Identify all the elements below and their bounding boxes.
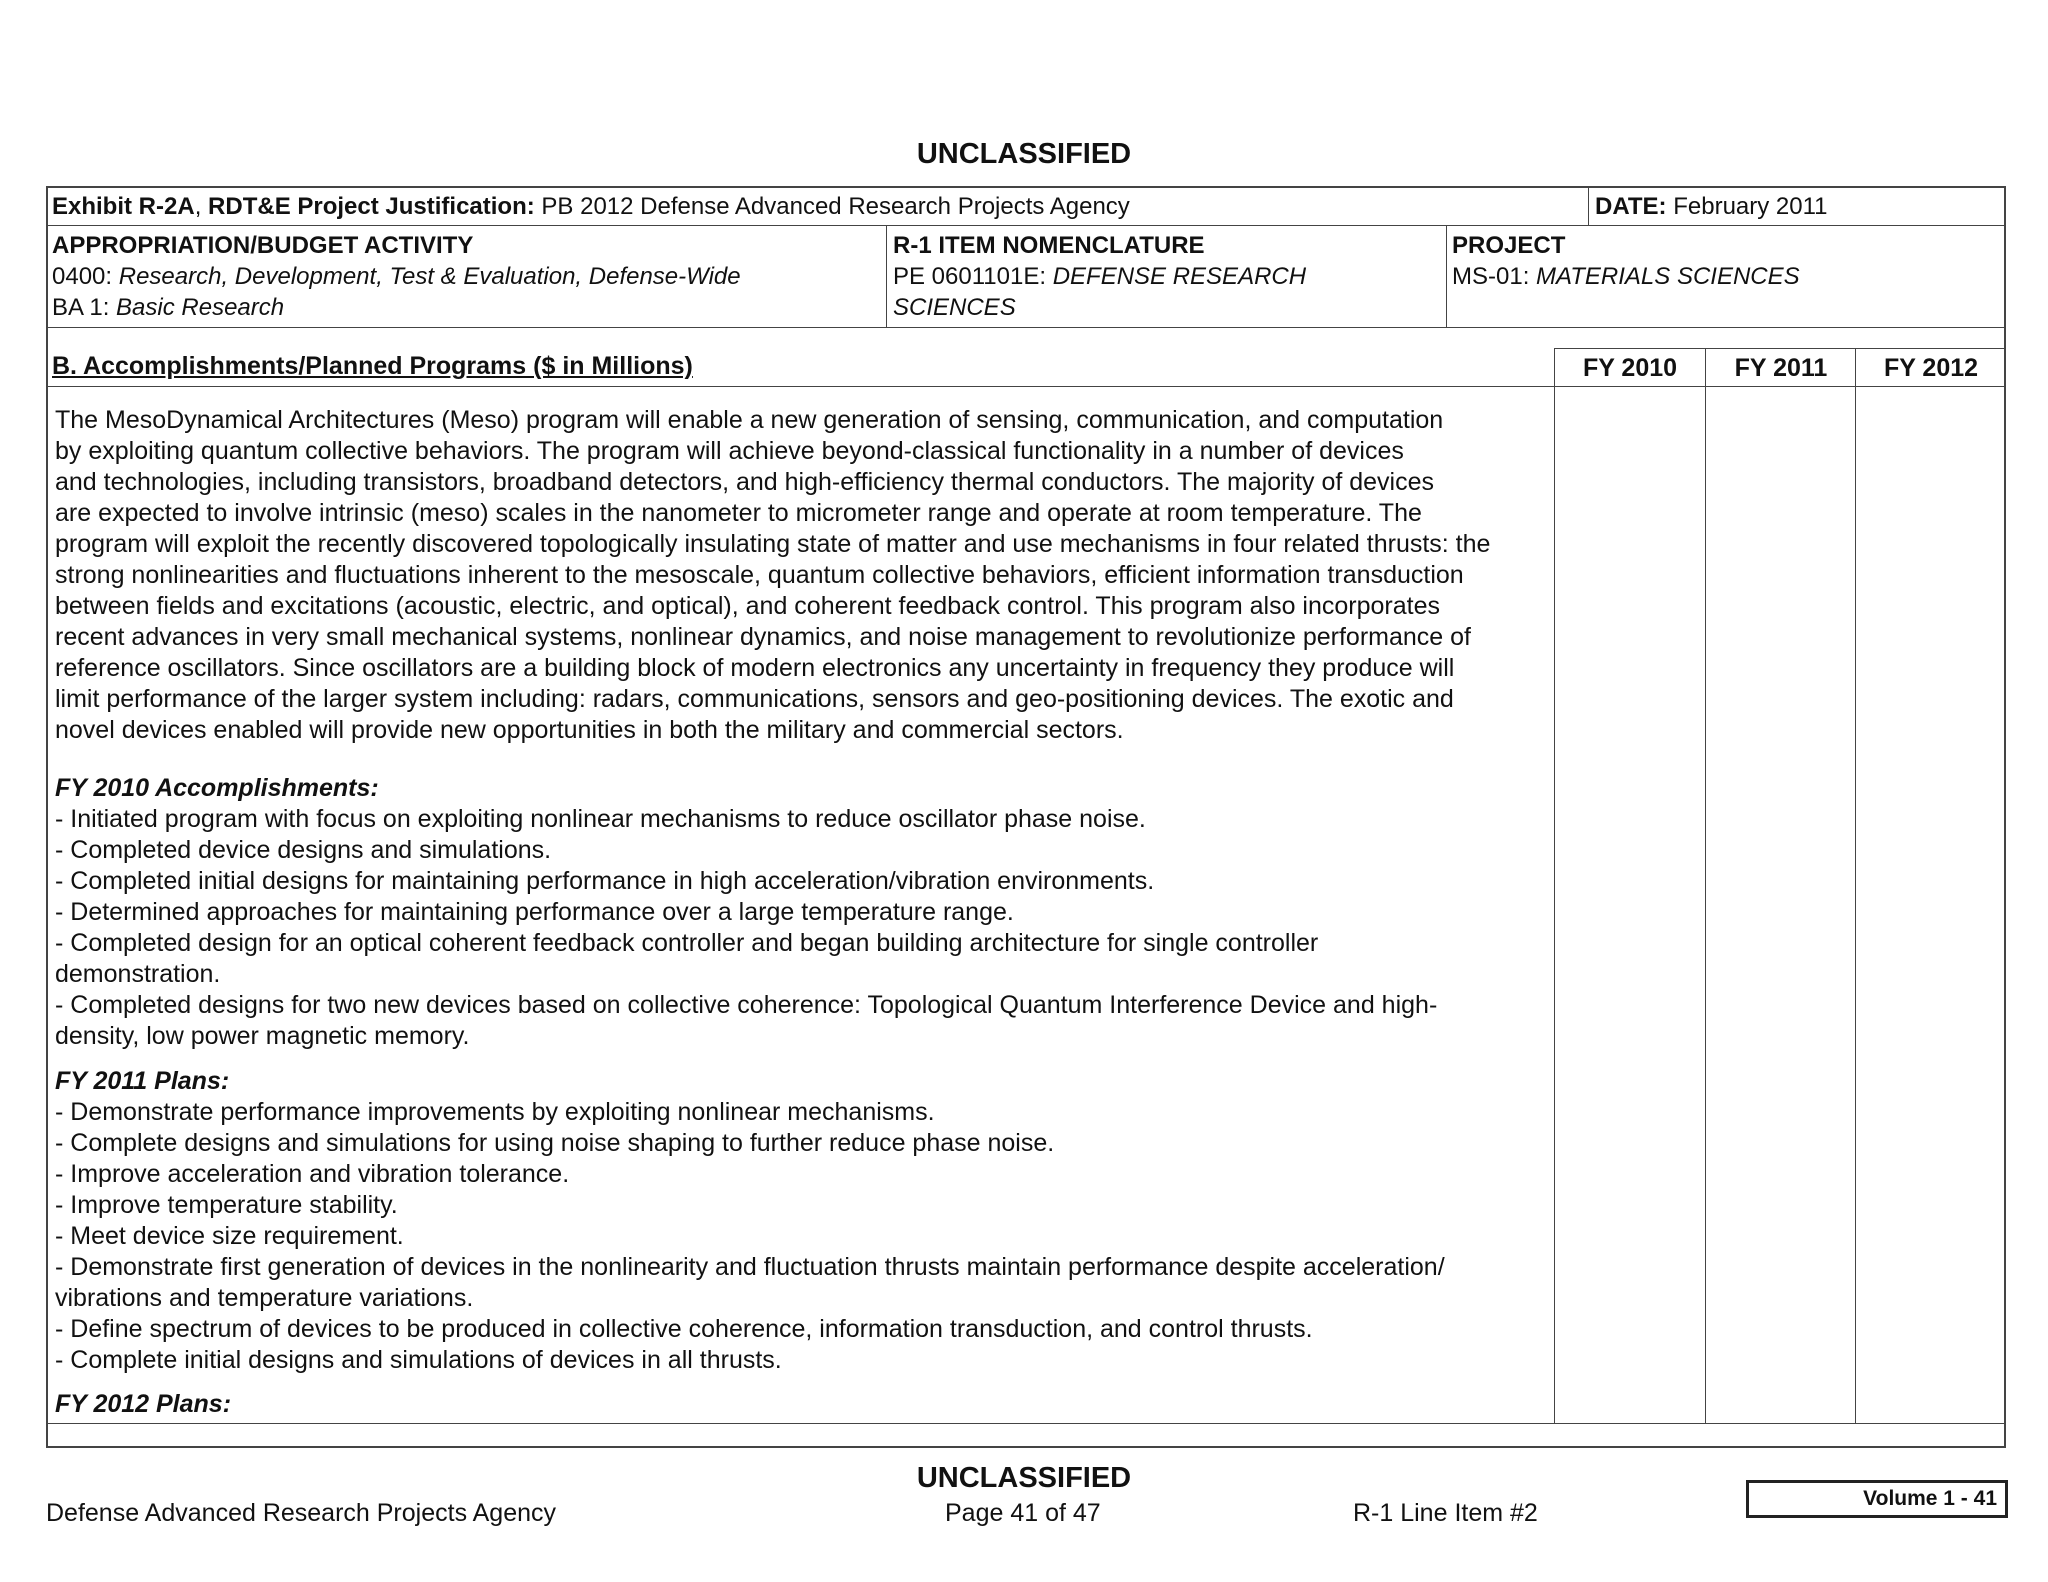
appropriation-text: Research, Development, Test & Evaluation, Defense-Wide <box>118 263 741 290</box>
nomenclature-cell <box>893 230 1306 323</box>
volume-box <box>1746 1480 2008 1518</box>
list-item: - Initiated program with focus on exploiting nonlinear mechanisms to reduce oscillator phase noise. <box>55 805 1146 833</box>
program-element-text-cont: SCIENCES <box>893 294 1016 321</box>
list-item: - Improve temperature stability. <box>55 1191 398 1219</box>
description-line: recent advances in very small mechanical systems, nonlinear dynamics, and noise management to revolutionize performance of <box>55 623 1471 651</box>
list-item: - Complete initial designs and simulations of devices in all thrusts. <box>55 1346 782 1374</box>
fy2011-heading: FY 2011 Plans: <box>55 1067 230 1095</box>
date-value: February 2011 <box>1673 193 1828 220</box>
description-line: by exploiting quantum collective behaviors. The program will achieve beyond-classical functionality in a number of devices <box>55 437 1404 465</box>
nomenclature-heading: R-1 ITEM NOMENCLATURE <box>893 232 1205 259</box>
classification-banner-bottom: UNCLASSIFIED <box>916 1462 1132 1494</box>
description-line: are expected to involve intrinsic (meso) scales in the nanometer to micrometer range and operate at room temperature. The <box>55 499 1422 527</box>
exhibit-title <box>52 191 1130 222</box>
fy-column-header: FY 2011 <box>1734 354 1828 382</box>
project-code: MS-01: <box>1452 263 1530 290</box>
list-item: - Meet device size requirement. <box>55 1222 404 1250</box>
list-item: - Determined approaches for maintaining performance over a large temperature range. <box>55 898 1014 926</box>
appropriation-heading: APPROPRIATION/BUDGET ACTIVITY <box>52 232 474 259</box>
description-line: strong nonlinearities and fluctuations inherent to the mesoscale, quantum collective behaviors, efficient information transduction <box>55 561 1464 589</box>
footer-agency: Defense Advanced Research Projects Agency <box>46 1499 557 1527</box>
classification-banner-top: UNCLASSIFIED <box>916 138 1132 170</box>
exhibit-separator: , <box>194 193 202 220</box>
program-element-text: DEFENSE RESEARCH <box>1052 263 1307 290</box>
exhibit-value: PB 2012 Defense Advanced Research Projects Agency <box>541 193 1130 220</box>
project-heading: PROJECT <box>1452 232 1566 259</box>
list-item: - Demonstrate performance improvements by exploiting nonlinear mechanisms. <box>55 1098 935 1126</box>
description-line: reference oscillators. Since oscillators are a building block of modern electronics any uncertainty in frequency they produce will <box>55 654 1455 682</box>
list-item: - Complete designs and simulations for using noise shaping to further reduce phase noise. <box>55 1129 1055 1157</box>
fy2010-accomplishments <box>55 773 1437 1052</box>
project-text: MATERIALS SCIENCES <box>1536 263 1800 290</box>
list-item: - Demonstrate first generation of devices in the nonlinearity and fluctuation thrusts maintain performance despite acceleration/ <box>55 1253 1445 1281</box>
description-line: between fields and excitations (acoustic, electric, and optical), and coherent feedback control. This program also incorporates <box>55 592 1441 620</box>
fy2012-heading: FY 2012 Plans: <box>55 1390 232 1418</box>
appropriation-cell <box>52 230 741 323</box>
description-line: program will exploit the recently discovered topologically insulating state of matter and use mechanisms in four related thrusts: the <box>55 530 1491 558</box>
date-label: DATE: <box>1595 193 1667 220</box>
date-field <box>1595 191 1828 222</box>
budget-activity-text: Basic Research <box>116 294 285 321</box>
list-item: demonstration. <box>55 960 221 988</box>
fy-column-header: FY 2012 <box>1883 354 1979 382</box>
budget-activity-code: BA 1: <box>52 294 110 321</box>
program-element-code: PE 0601101E: <box>893 263 1047 290</box>
list-item: - Completed initial designs for maintaining performance in high acceleration/vibration environments. <box>55 867 1155 895</box>
project-cell <box>1452 230 1800 292</box>
description-line: and technologies, including transistors, broadband detectors, and high-efficiency thermal conductors. The majority of devices <box>55 468 1435 496</box>
list-item: - Improve acceleration and vibration tolerance. <box>55 1160 570 1188</box>
list-item: - Completed designs for two new devices based on collective coherence: Topological Quantum Interference Device and high- <box>55 991 1438 1019</box>
section-title: B. Accomplishments/Planned Programs ($ in Millions) <box>52 352 693 380</box>
fy2011-plans <box>55 1066 1445 1376</box>
list-item: density, low power magnetic memory. <box>55 1022 470 1050</box>
footer-page-number: Page 41 of 47 <box>945 1499 1101 1527</box>
description-line: novel devices enabled will provide new opportunities in both the military and commercial sectors. <box>55 716 1124 744</box>
appropriation-code: 0400: <box>52 263 113 290</box>
list-item: - Define spectrum of devices to be produced in collective coherence, information transduction, and control thrusts. <box>55 1315 1313 1343</box>
description-line: The MesoDynamical Architectures (Meso) program will enable a new generation of sensing, communication, and computation <box>55 406 1444 434</box>
list-item: - Completed design for an optical coherent feedback controller and began building architecture for single controller <box>55 929 1319 957</box>
fy2010-heading: FY 2010 Accomplishments: <box>55 774 379 802</box>
volume-label: Volume 1 - 41 <box>1863 1487 1997 1510</box>
list-item: vibrations and temperature variations. <box>55 1284 474 1312</box>
justification-label: RDT&E Project Justification: <box>208 193 535 220</box>
footer-line-item: R-1 Line Item #2 <box>1353 1499 1538 1527</box>
description-line: limit performance of the larger system including: radars, communications, sensors and geo-positioning devices. The exotic and <box>55 685 1454 713</box>
exhibit-label: Exhibit R-2A <box>52 193 195 220</box>
list-item: - Completed device designs and simulations. <box>55 836 552 864</box>
fy-column-header: FY 2010 <box>1582 354 1678 382</box>
program-description <box>55 405 1490 746</box>
